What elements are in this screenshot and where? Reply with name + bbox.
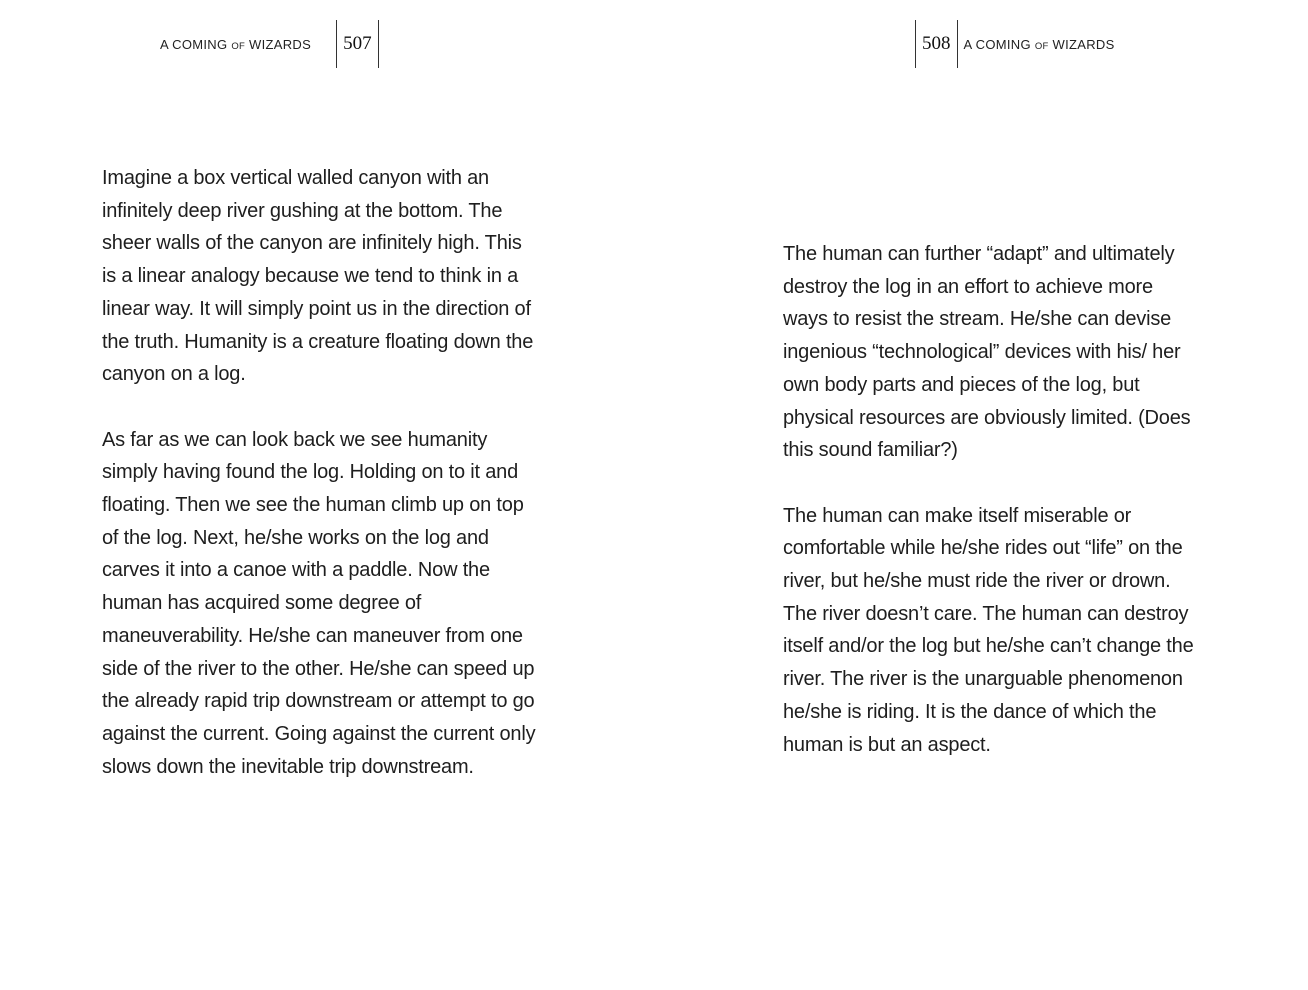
right-page bbox=[654, 0, 1308, 990]
left-paragraph-1: Imagine a box vertical walled canyon with an infinitely deep river gushing at the bottom. The sheer walls of the canyon are infinitely high. This is a linear analogy because we tend to think in a linear way. It will simply point us in the direction of the truth. Humanity is a creature floating down the canyon on a log. bbox=[102, 167, 534, 386]
left-body-text bbox=[102, 162, 538, 816]
right-book-title: A COMING OF WIZARDS bbox=[963, 36, 1115, 52]
right-paragraph-1: The human can further “adapt” and ultimately destroy the log in an effort to achieve more ways to resist the stream. He/she can devise ingenious “technological” devices with his/ her own body parts and pieces of the log, but physical resources are obviously limited. (Does this sound familiar?) bbox=[783, 243, 1191, 462]
right-page-number: 508 bbox=[922, 33, 951, 54]
left-paragraph-2: As far as we can look back we see humanity simply having found the log. Holding on to it and floating. Then we see the human climb up on top of the log. Next, he/she works on the log and carves it into a canoe with a paddle. Now the human has acquired some degree of maneuverability. He/she can maneuver from one side of the river to the other. He/she can speed up the already rapid trip downstream or attempt to go against the current. Going against the current only slows down the inevitable trip downstream. bbox=[102, 428, 536, 778]
left-running-head bbox=[160, 20, 379, 68]
right-body-text bbox=[783, 238, 1203, 794]
right-page-number-box bbox=[915, 20, 958, 68]
left-book-title: A COMING OF WIZARDS bbox=[160, 36, 312, 52]
right-paragraph-2: The human can make itself miserable or comfortable while he/she rides out “life” on the river, but he/she must ride the river or drown. The river doesn’t care. The human can destroy itself and/or the log but he/she can’t change the river. The river is the unarguable phenomenon he/she is riding. It is the dance of which the human is but an aspect. bbox=[783, 504, 1194, 756]
right-running-head bbox=[915, 20, 1115, 68]
left-page-number: 507 bbox=[343, 33, 372, 54]
left-page-number-box bbox=[336, 20, 379, 68]
